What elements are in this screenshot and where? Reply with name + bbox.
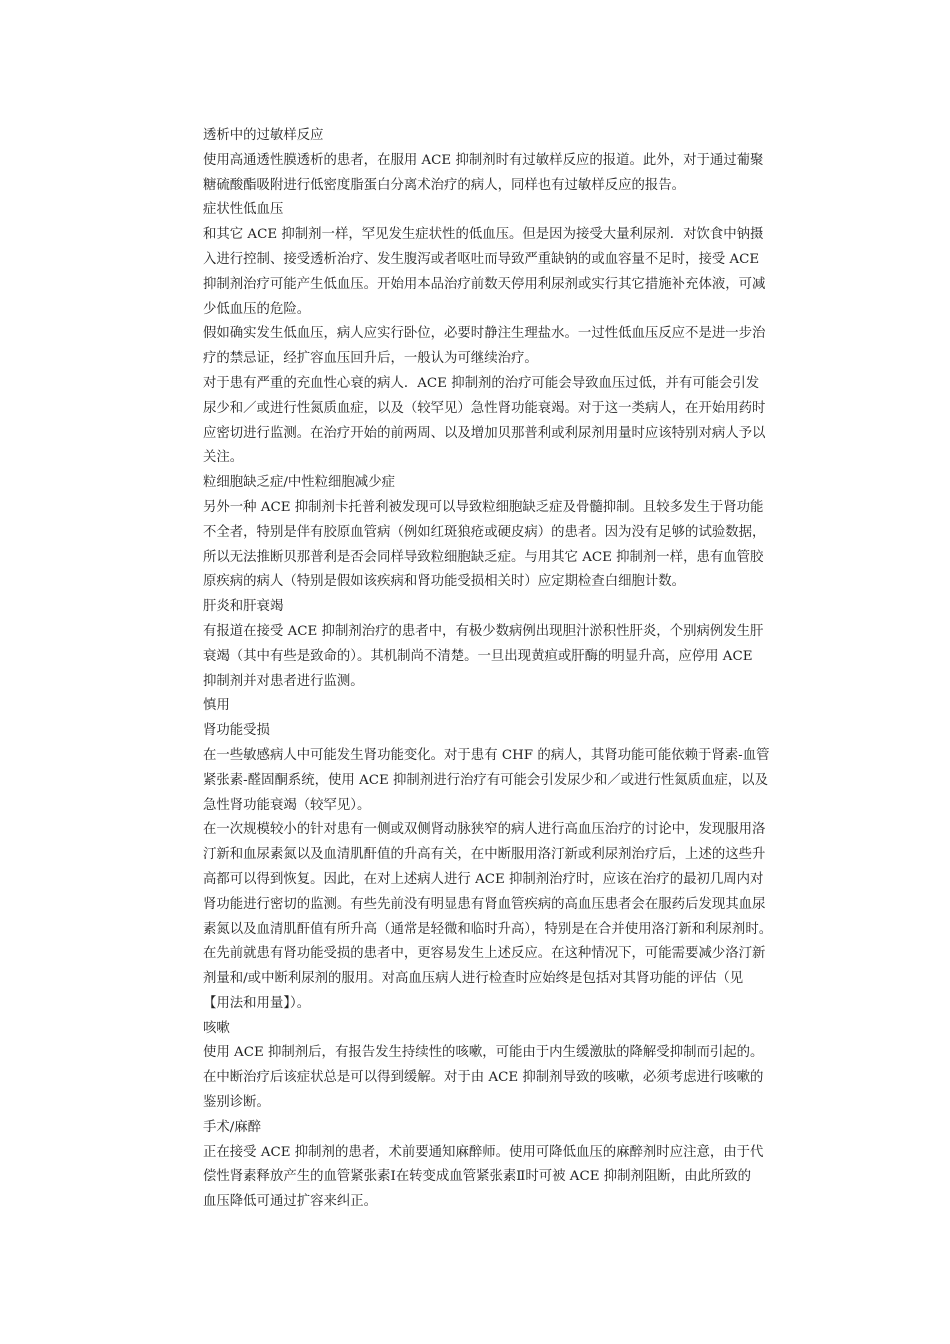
text-line: 在一次规模较小的针对患有一侧或双侧肾动脉狭窄的病人进行高血压治疗的讨论中，发现服用洛: [203, 822, 766, 838]
text-line: 疗的禁忌证，经扩容血压回升后，一般认为可继续治疗。: [203, 351, 538, 367]
text-line: 不全者，特别是伴有胶原血管病（例如红斑狼疮或硬皮病）的患者。因为没有足够的试验数据，: [203, 524, 766, 540]
text-line: 高都可以得到恢复。因此，在对上述病人进行 ACE 抑制剂治疗时，应该在治疗的最初几周内对: [203, 871, 764, 887]
text-line: 在一些敏感病人中可能发生肾功能变化。对于患有 CHF 的病人，其肾功能可能依赖于肾素-血管: [203, 747, 770, 763]
text-line: 关注。: [203, 450, 244, 466]
text-line: 咳嗽: [203, 1020, 230, 1036]
text-line: 鉴别诊断。: [203, 1095, 270, 1111]
text-line: 尿少和／或进行性氮质血症，以及（较罕见）急性肾功能衰竭。对于这一类病人，在开始用药时: [203, 400, 766, 416]
text-line: 透析中的过敏样反应: [203, 128, 324, 143]
text-line: 急性肾功能衰竭（较罕见）。: [203, 797, 371, 813]
text-line: 在中断治疗后该症状总是可以得到缓解。对于由 ACE 抑制剂导致的咳嗽，必须考虑进行咳嗽的: [203, 1070, 764, 1086]
text-line: 剂量和/或中断利尿剂的服用。对高血压病人进行检查时应始终是包括对其肾功能的评估（见: [203, 971, 744, 987]
text-line: 汀新和血尿素氮以及血清肌酐值的升高有关，在中断服用洛汀新或利尿剂治疗后，上述的这些升: [203, 847, 766, 863]
document-body: [203, 124, 818, 1215]
text-line: 症状性低血压: [203, 202, 284, 218]
text-line: 肾功能受损: [203, 723, 270, 739]
text-line: 素氮以及血清肌酐值有所升高（通常是轻微和临时升高），特别是在合并使用洛汀新和利尿剂时。: [203, 921, 773, 937]
text-line: 肾功能进行密切的监测。有些先前没有明显患有肾血管疾病的高血压患者会在服药后发现其血尿: [203, 896, 766, 912]
text-line: 假如确实发生低血压，病人应实行卧位，必要时静注生理盐水。一过性低血压反应不是进一步治: [203, 326, 766, 342]
text-line: 抑制剂并对患者进行监测。: [203, 673, 364, 689]
text-line: 手术/麻醉: [203, 1119, 262, 1135]
text-line: 血压降低可通过扩容来纠正。: [203, 1194, 378, 1210]
text-line: 正在接受 ACE 抑制剂的患者，术前要通知麻醉师。使用可降低血压的麻醉剂时应注意，由于代: [203, 1144, 764, 1160]
text-line: 入进行控制、接受透析治疗、发生腹泻或者呕吐而导致严重缺钠的或血容量不足时，接受 ACE: [203, 251, 760, 267]
text-line: 另外一种 ACE 抑制剂卡托普利被发现可以导致粒细胞缺乏症及骨髓抑制。且较多发生于肾功能: [203, 499, 764, 515]
text-line: 慎用: [203, 698, 230, 714]
text-line: 糖硫酸酯吸附进行低密度脂蛋白分离术治疗的病人，同样也有过敏样反应的报告。: [203, 177, 686, 193]
text-line: 在先前就患有肾功能受损的患者中，更容易发生上述反应。在这种情况下，可能需要减少洛汀新: [203, 946, 766, 962]
text-line: 肝炎和肝衰竭: [203, 599, 284, 615]
text-line: 少低血压的危险。: [203, 301, 311, 317]
text-line: 有报道在接受 ACE 抑制剂治疗的患者中，有极少数病例出现胆汁淤积性肝炎，个别病例发生肝: [203, 623, 764, 639]
text-line: 和其它 ACE 抑制剂一样，罕见发生症状性的低血压。但是因为接受大量利尿剂．对饮食中钠摄: [203, 227, 764, 243]
text-line: 紧张素-醛固酮系统，使用 ACE 抑制剂进行治疗有可能会引发尿少和／或进行性氮质血症，以及: [203, 772, 768, 788]
text-line: 使用 ACE 抑制剂后，有报告发生持续性的咳嗽，可能由于内生缓激肽的降解受抑制而引起的。: [203, 1045, 764, 1061]
text-line: 抑制剂治疗可能产生低血压。开始用本品治疗前数天停用利尿剂或实行其它措施补充体液，可减: [203, 276, 766, 292]
text-line: 原疾病的病人（特别是假如该疾病和肾功能受损相关时）应定期检查白细胞计数。: [203, 574, 686, 590]
text-line: 使用高通透性膜透析的患者，在服用 ACE 抑制剂时有过敏样反应的报道。此外，对于通过葡聚: [203, 152, 764, 168]
text-line: 衰竭（其中有些是致命的）。其机制尚不清楚。一旦出现黄疸或肝酶的明显升高，应停用 ACE: [203, 648, 753, 664]
text-line: 粒细胞缺乏症/中性粒细胞减少症: [203, 475, 395, 491]
text-line: 【用法和用量】）。: [203, 995, 311, 1011]
text-line: 应密切进行监测。在治疗开始的前两周、以及增加贝那普利或利尿剂用量时应该特别对病人予以: [203, 425, 766, 441]
text-line: 对于患有严重的充血性心衰的病人．ACE 抑制剂的治疗可能会导致血压过低，并有可能会引发: [203, 375, 760, 391]
text-line: 偿性肾素释放产生的血管紧张素Ⅰ在转变成血管紧张素Ⅱ时可被 ACE 抑制剂阻断，由此所致的: [203, 1169, 752, 1185]
text-line: 所以无法推断贝那普利是否会同样导致粒细胞缺乏症。与用其它 ACE 抑制剂一样，患有血管胶: [203, 549, 764, 565]
